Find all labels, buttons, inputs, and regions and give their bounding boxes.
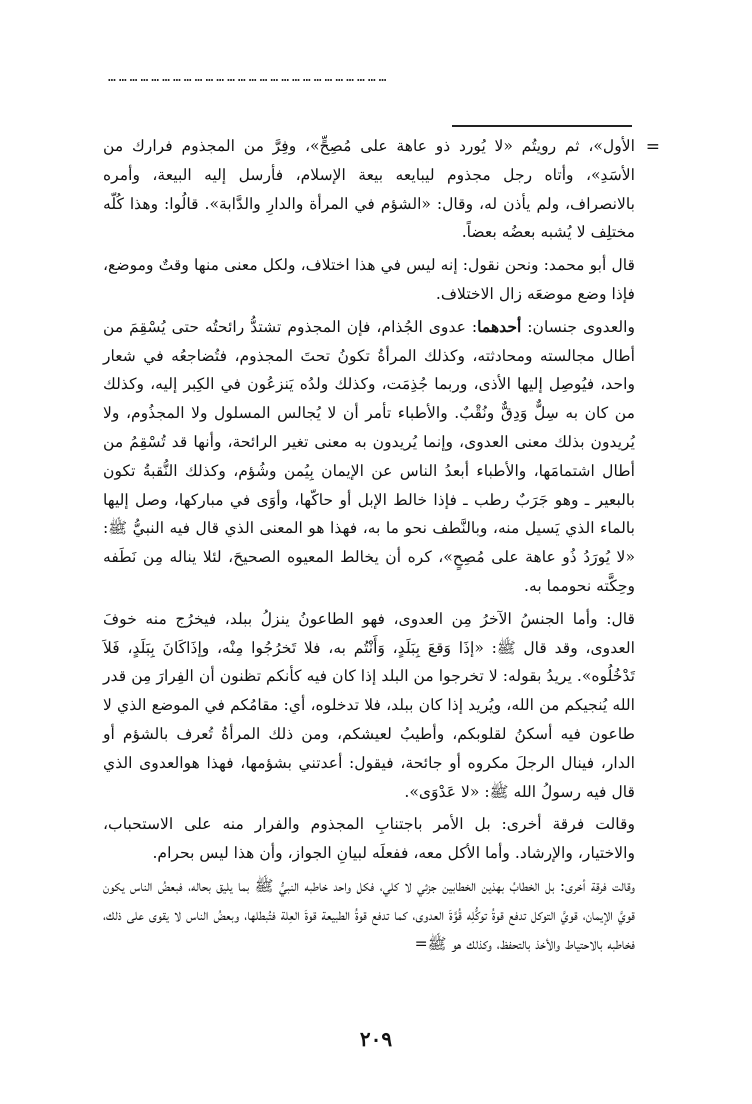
footnote-rule [452,125,632,127]
page-number: ٢٠٩ [359,1027,393,1051]
paragraph-3-lead: والعدوى جنسان: [521,317,636,336]
continuation-marker: = [645,137,660,157]
paragraph-1: الأول»، ثم رويتُم «لا يُورد ذو عاهة على مُصِحٍّ»، وفِرَّ من المجذوم فرارك من الأسَدِ»، وأتاه رجل مجذوم ليبايعه بيعة الإسلام، فأرسل إليه البيعة، وأمره بالانصراف، ولم يأذن له، وقال: «الشؤم في المرأة والدارِ والدَّابة». قالُوا: وهذا كُلّه مختلِف لا يُشبه بعضُه بعضاً. [103,137,635,242]
paragraph-6: وقالت فرقة أخرى: بل الخطابُ بهذين الخطابين جزئي لا كلي، فكل واحد خاطبه النبيُّ ﷺ بما يليق بحاله، فبعضُ الناس يكون قويَّ الإيمان، قويَّ التوكل تدفع قوةُ توكُّلِه قُوَّةَ العدوى، كما تدفع قوةُ الطبيعة قوةَ العِلة فتُبطلها، وبعضُ الناس لا يقوى على ذلك، فخاطبه بالاحتياط والأخذ بالتحفظ، وكذلك هو ﷺ= [103,876,635,953]
paragraph-3-text: : عدوى الجُذام، فإن المجذوم تشتدُّ رائحتُه حتى يُسْقِمَ من أطال مجالسته ومحادثته، وكذلك المرأةُ تكونُ تحتَ المجذوم، فتُضاجعُه في شعار واحد، فيُوصِل إليها الأذى، وربما جُذِمَت، وكذلك ولدُه يَنزعُون في الكِبر إليه، وكذلك من كان به سِلٌّ وَدِقٌّ ونُقْبٌ. والأطباء تأمر أن لا يُجالس المسلول ولا المجذُوم، ولا يُريدون بذلك معنى العدوى، وإنما يُريدون به معنى تغير الرائحة، وأنها قد تُسْقِمُ من أطال اشتمامَها، والأطباء أبعدُ الناس عن الإيمان بِيُمن وشُؤم، وكذلك النُّقبةُ تكون بالبعير ـ وهو جَرَبٌ رطب ـ فإذا خالط الإبل أو حاكّها، وأوَى في مباركها، وصل إليها بالماء الذي يَسيل منه، وبالنَّطف نحو ما به، فهذا هو المعنى الذي قال فيه النبيُّ ﷺ: «لا يُورَدُ ذُو عاهة على مُصِحٍ»، كره أن يخالط المعيوه الصحيحَ، لئلا يناله مِن نَطَفه وحِكَّته نحومما به. [103,317,635,595]
paragraph-3 [103,313,635,601]
footnote-body [103,132,635,962]
paragraph-4: قال: وأما الجنسُ الآخرُ مِن العدوى، فهو الطاعونُ ينزلُ ببلد، فيخرُج منه خوفَ العدوى، وقد قال ﷺ: «إذَا وَقعَ بِبَلَدٍ، وَأَنْتُم به، فلا تَخرُجُوا مِنْه، وإذَاكَانَ بِبَلَدٍ، فَلاَ تَدْخُلُوه». يريدُ بقوله: لا تخرجوا من البلد إذا كان فيه كأنكم تظنون أن الفِرارَ مِن قدر الله يُنجيكم من الله، ويُريد إذا كان ببلد، فلا تدخلوه، أي: مقامُكم في الموضع الذي لا طاعون فيه أسكنُ لقلوبكم، وأطيبُ لعيشكم، ومن ذلك المرأةُ تُعرف بالشؤم أو الدار، فينال الرجلَ مكروه أو جائحة، فيقول: أعدتني بشؤمها، فهذا هوالعدوى الذي قال فيه رسولُ الله ﷺ: «لا عَدْوَى». [103,609,635,801]
paragraph-5: وقالت فرقة أخرى: بل الأمر باجتنابِ المجذوم والفرار منه على الاستحباب، والاختيار، والإرشاد. وأما الأكل معه، ففعلَه لبيانِ الجواز، وأن هذا ليس بحرام. [103,815,635,863]
paragraph-3-bold-term: أحدهما [477,316,522,336]
paragraph-2: قال أبو محمد: ونحن نقول: إنه ليس في هذا اختلاف، ولكل معنى منها وقتٌ وموضع، فإذا وضع موضعَه زال الاختلاف. [103,256,635,303]
separator-dots: …………………………………………………………………… [108,70,390,85]
